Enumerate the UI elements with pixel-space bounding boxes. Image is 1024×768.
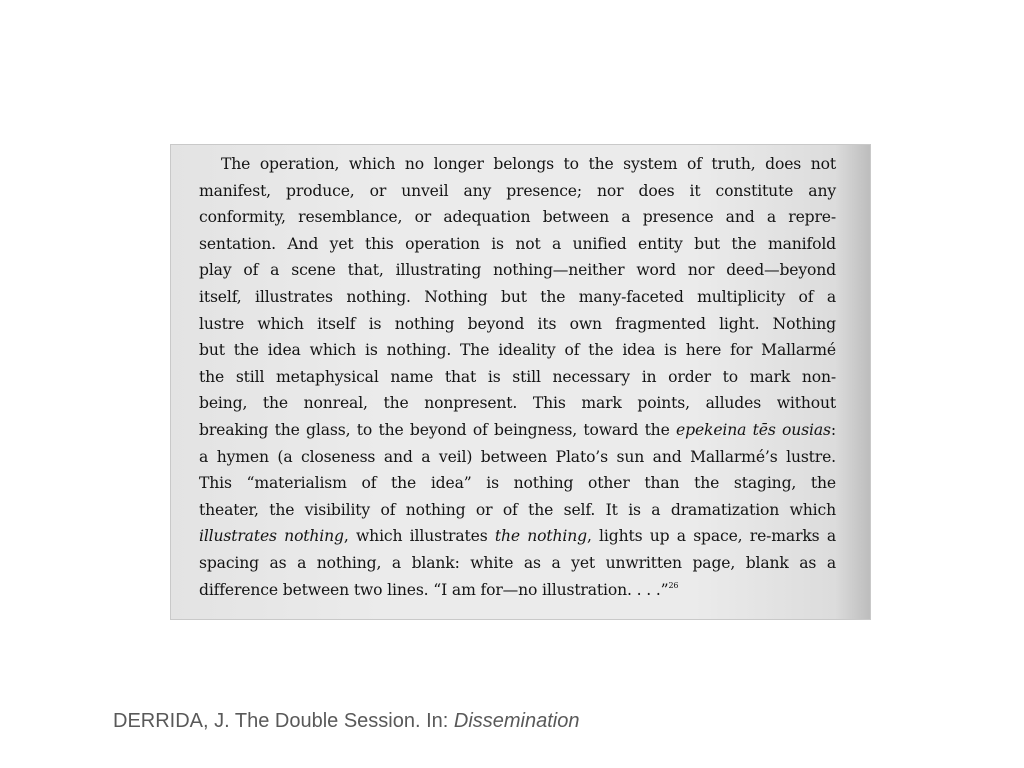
passage-text: , lights up a space, re-marks a <box>586 527 836 546</box>
citation-caption <box>113 710 580 733</box>
passage-italic-phrase: the nothing <box>494 527 587 546</box>
passage-line: a hymen (a closeness and a veil) between Plato’s sun and Mallarmé’s lustre. <box>199 447 836 466</box>
citation-source-title: Dissemination <box>453 710 580 732</box>
passage-line: play of a scene that, illustrating nothing—neither word nor deed—beyond <box>199 261 836 280</box>
passage-line: itself, illustrates nothing. Nothing but the many-faceted multiplicity of a <box>199 287 836 306</box>
passage-italic-phrase: illustrates nothing <box>199 527 344 546</box>
passage-text: breaking the glass, to the beyond of beingness, toward the <box>199 420 677 439</box>
passage-line <box>199 577 836 604</box>
passage-line: spacing as a nothing, a blank: white as a yet unwritten page, blank as a <box>199 553 836 572</box>
passage-line: The operation, which no longer belongs to the system of truth, does not <box>221 155 836 173</box>
scanned-book-excerpt <box>170 144 871 620</box>
citation-text: DERRIDA, J. The Double Session. In: <box>113 710 454 732</box>
passage-line: being, the nonreal, the nonpresent. This mark points, alludes without <box>199 394 836 413</box>
passage-text: , which illustrates <box>343 527 495 546</box>
passage-italic-phrase: epekeina tēs ousias <box>676 420 831 439</box>
passage-line: lustre which itself is nothing beyond its own fragmented light. Nothing <box>199 314 836 333</box>
passage-line: manifest, produce, or unveil any presence; nor does it constitute any <box>199 181 836 200</box>
passage-line <box>199 417 836 444</box>
passage-line <box>199 523 836 550</box>
passage-text: : <box>830 420 836 439</box>
passage-line: conformity, resemblance, or adequation between a presence and a repre- <box>199 208 836 227</box>
passage-line: theater, the visibility of nothing or of the self. It is a dramatization which <box>199 500 836 519</box>
quoted-passage <box>199 151 836 603</box>
footnote-number: 26 <box>668 580 679 590</box>
passage-line: This “materialism of the idea” is nothing other than the staging, the <box>199 474 836 493</box>
passage-line: the still metaphysical name that is still necessary in order to mark non- <box>199 367 836 386</box>
passage-line: sentation. And yet this operation is not a unified entity but the manifold <box>199 234 836 253</box>
passage-line: but the idea which is nothing. The ideality of the idea is here for Mallarmé <box>199 341 836 360</box>
passage-text: difference between two lines. “I am for—no illustration. . . .” <box>199 580 669 599</box>
